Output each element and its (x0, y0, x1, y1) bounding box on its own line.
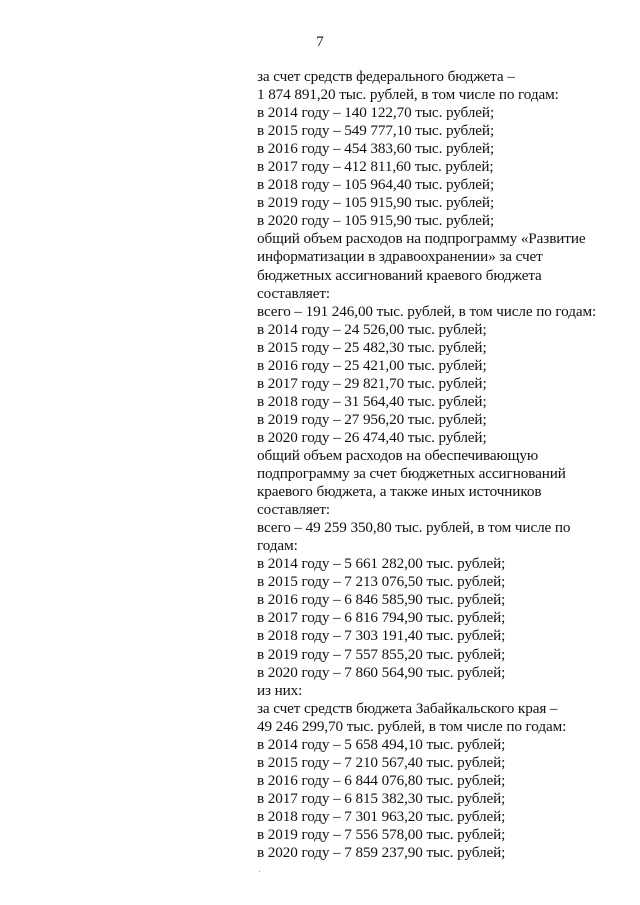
text-line: в 2014 году – 24 526,00 тыс. рублей; (257, 320, 487, 338)
text-line: в 2016 году – 25 421,00 тыс. рублей; (257, 356, 487, 374)
text-line: в 2018 году – 7 301 963,20 тыс. рублей; (257, 807, 506, 825)
text-line: в 2016 году – 6 844 076,80 тыс. рублей; (257, 771, 506, 789)
text-line: 49 246 299,70 тыс. рублей, в том числе по годам: (257, 717, 567, 735)
text-line: в 2020 году – 7 859 237,90 тыс. рублей; (257, 844, 506, 862)
text-line: годам: (257, 537, 298, 555)
text-line: в 2017 году – 6 816 794,90 тыс. рублей; (257, 609, 506, 627)
text-line: в 2017 году – 29 821,70 тыс. рублей; (257, 374, 487, 392)
text-line: составляет: (257, 284, 331, 302)
text-line: всего – 49 259 350,80 тыс. рублей, в том числе по (257, 519, 571, 537)
text-line: в 2018 году – 105 964,40 тыс. рублей; (257, 176, 495, 194)
text-line: за счет средств бюджета Забайкальского края – (257, 699, 558, 717)
text-line: в 2015 году – 549 777,10 тыс. рублей; (257, 122, 495, 140)
text-line: в 2018 году – 7 303 191,40 тыс. рублей; (257, 627, 506, 645)
text-line: в 2017 году – 6 815 382,30 тыс. рублей; (257, 789, 506, 807)
text-line: в 2019 году – 7 556 578,00 тыс. рублей; (257, 825, 506, 843)
text-line: в 2015 году – 7 210 567,40 тыс. рублей; (257, 753, 506, 771)
text-line: в 2019 году – 105 915,90 тыс. рублей; (257, 194, 495, 212)
text-line: краевого бюджета, а также иных источников (257, 483, 542, 501)
text-line: в 2017 году – 412 811,60 тыс. рублей; (257, 158, 494, 176)
text-line: общий объем расходов на обеспечивающую (257, 446, 539, 464)
scan-speck (259, 871, 260, 872)
text-line: подпрограмму за счет бюджетных ассигнований (257, 465, 566, 483)
text-line: в 2014 году – 5 658 494,10 тыс. рублей; (257, 735, 506, 753)
text-line: 1 874 891,20 тыс. рублей, в том числе по годам: (257, 86, 559, 104)
text-line: составляет: (257, 501, 331, 519)
page-number: 7 (316, 34, 324, 50)
text-line: из них: (257, 681, 303, 699)
text-line: в 2016 году – 6 846 585,90 тыс. рублей; (257, 591, 506, 609)
text-line: в 2020 году – 105 915,90 тыс. рублей; (257, 212, 495, 230)
text-line: в 2015 году – 25 482,30 тыс. рублей; (257, 338, 487, 356)
text-line: информатизации в здравоохранении» за счет (257, 248, 543, 266)
text-line: за счет средств федерального бюджета – (257, 68, 515, 85)
text-line: в 2014 году – 140 122,70 тыс. рублей; (257, 104, 495, 122)
document-body (257, 68, 627, 862)
text-line: в 2019 году – 27 956,20 тыс. рублей; (257, 410, 487, 428)
text-line: в 2016 году – 454 383,60 тыс. рублей; (257, 140, 495, 158)
text-line: бюджетных ассигнований краевого бюджета (257, 266, 542, 284)
text-line: в 2019 году – 7 557 855,20 тыс. рублей; (257, 645, 506, 663)
text-line: в 2015 году – 7 213 076,50 тыс. рублей; (257, 573, 506, 591)
text-line: всего – 191 246,00 тыс. рублей, в том числе по годам: (257, 302, 597, 320)
text-line: в 2020 году – 26 474,40 тыс. рублей; (257, 428, 487, 446)
text-line: в 2014 году – 5 661 282,00 тыс. рублей; (257, 555, 506, 573)
text-line: в 2020 году – 7 860 564,90 тыс. рублей; (257, 663, 506, 681)
text-line: общий объем расходов на подпрограмму «Развитие (257, 230, 586, 248)
text-line: в 2018 году – 31 564,40 тыс. рублей; (257, 392, 487, 410)
